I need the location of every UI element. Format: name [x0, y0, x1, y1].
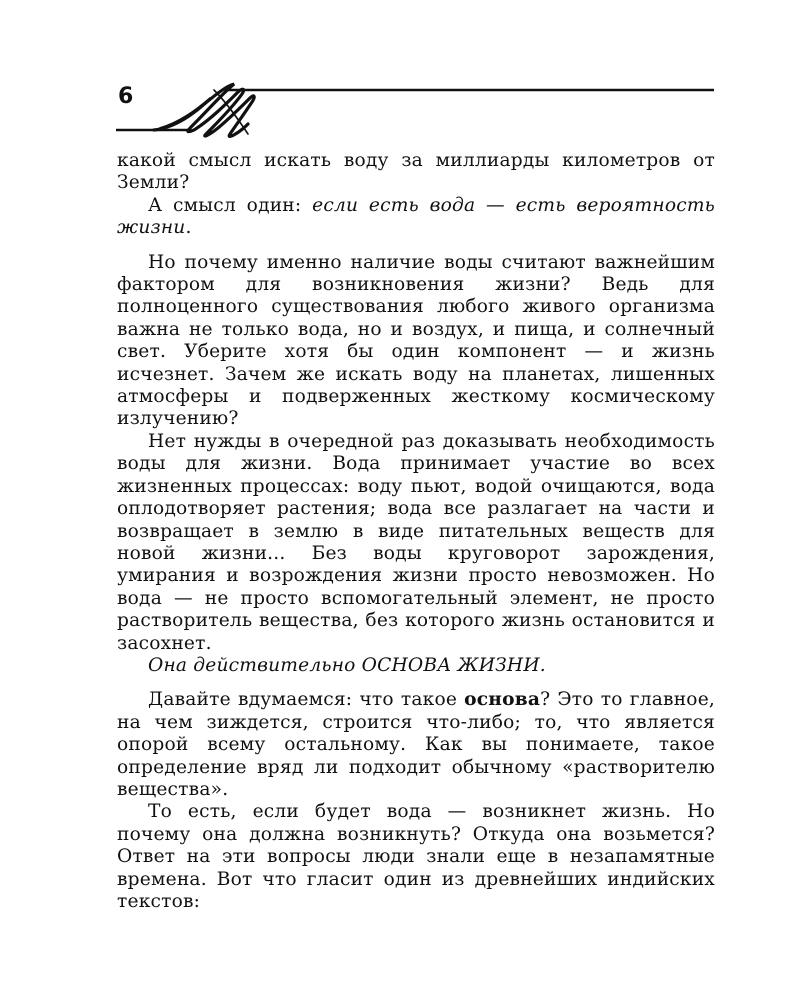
text-span: Давайте вдумаемся: что такое: [148, 689, 465, 711]
book-text: [117, 150, 715, 913]
paragraph: Но почему именно наличие воды считают важнейшим фактором для возникновения жизни? Ведь для полноценного существования любого живого организма важна не только вода, но и воздух, и пища, и солнечный свет. Уберите хотя бы один компонент — и жизнь исчезнет. Зачем же искать воду на планетах, лишенных атмосферы и подверженных жесткому космическому излучению?: [117, 251, 715, 430]
italic-text: если есть вода — есть вероятность жизни: [117, 194, 715, 239]
text-span: ? Это то главное, на чем зиждется, строится что-либо; то, что является опорой всему остальному. Как вы понимаете, такое определение вряд ли подходит обычному «растворителю вещества».: [117, 689, 716, 800]
paragraph: какой смысл искать воду за миллиарды километров от Земли?: [117, 150, 715, 194]
text-span: А смысл один:: [148, 194, 313, 216]
paragraph: Нет нужды в очередной раз доказывать необходимость воды для жизни. Вода принимает участие во всех жизненных процессах: воду пьют, водой очищаются, вода оплодотворяет растения; вода все разлагает на части и возвращает в землю в виде питательных веществ для новой жизни... Без воды круговорот зарождения, умирания и возрождения жизни просто невозможен. Но вода — не просто вспомогательный элемент, не просто растворитель вещества, без которого жизнь остановится и засохнет.: [117, 430, 715, 654]
bold-text: основа: [464, 689, 541, 711]
paragraph: То есть, если будет вода — возникнет жизнь. Но почему она должна возникнуть? Откуда она возьмется? Ответ на эти вопросы люди знали еще в незапамятные времена. Вот что гласит один из древнейших индийских текстов:: [117, 801, 715, 912]
text-span: .: [539, 654, 546, 676]
text-span: .: [185, 217, 192, 239]
paragraph: [117, 655, 715, 677]
italic-text: Она действительно ОСНОВА ЖИЗНИ: [148, 654, 540, 676]
swirl-ornament-icon: [110, 72, 720, 144]
paragraph: [117, 195, 715, 240]
page-header: [0, 0, 800, 150]
paragraph: [117, 689, 715, 801]
page-number: 6: [118, 84, 134, 109]
